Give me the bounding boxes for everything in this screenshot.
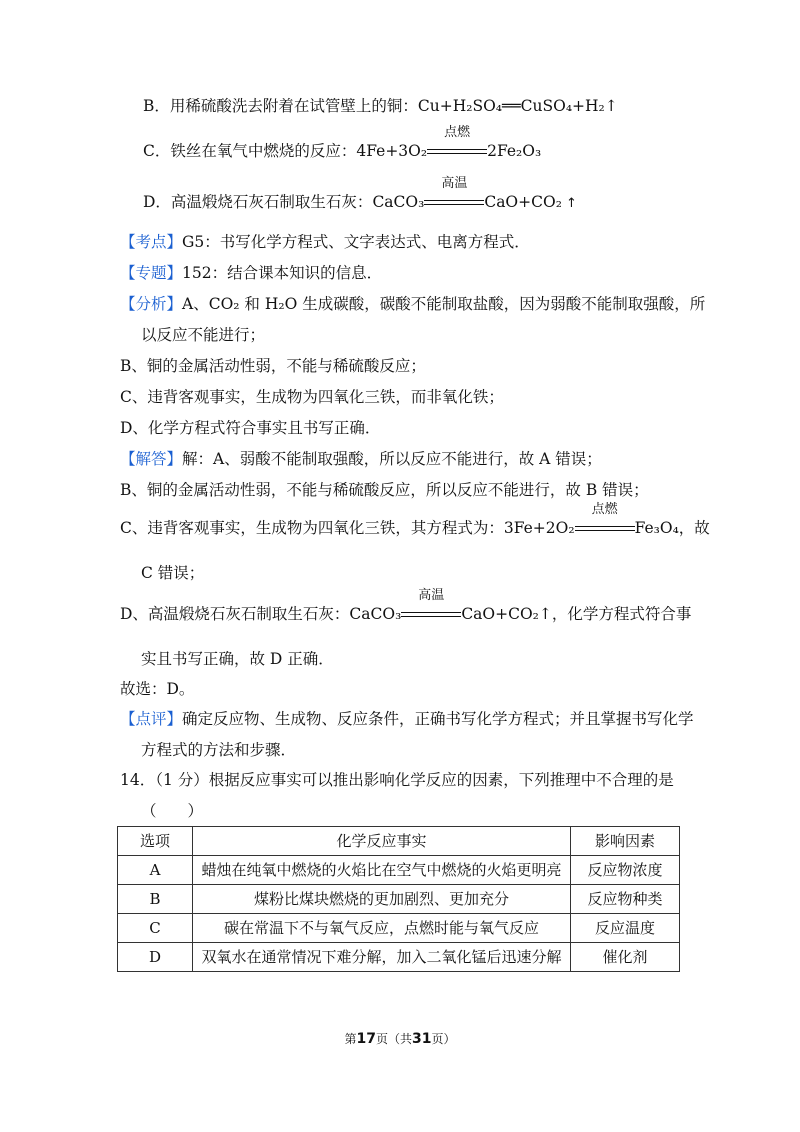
reaction-arrow [424, 176, 484, 213]
answer: 故选：D。 [120, 680, 195, 698]
jieda-d-post: CaO+CO₂↑，化学方程式符合事 [461, 605, 692, 623]
page-footer [0, 1030, 800, 1047]
fenxi-line-2: 以反应不能进行； [141, 326, 266, 344]
option-d-label: D．高温煅烧石灰石制取生石灰： [143, 193, 373, 211]
jieda-d [120, 588, 692, 625]
table-cell: 反应温度 [571, 914, 680, 943]
option-d [143, 176, 577, 215]
gas-arrow-icon: ↑ [561, 196, 577, 211]
option-c-label: C．铁丝在氧气中燃烧的反应： [143, 142, 357, 160]
fenxi-tag: 【分析】 [120, 295, 183, 313]
table-row [118, 914, 680, 943]
fenxi [120, 293, 705, 315]
reaction-condition: 点燃 [591, 502, 618, 517]
jieda-d-pre: D、高温煅烧石灰石制取生石灰：CaCO₃ [120, 605, 402, 623]
jieda-b: B、铜的金属活动性弱，不能与稀硫酸反应，所以反应不能进行，故 B 错误； [120, 481, 649, 499]
zhuanti-text: 152：结合课本知识的信息． [182, 264, 383, 282]
dianping [120, 708, 694, 730]
reaction-condition: 高温 [441, 176, 468, 191]
table-cell: D [118, 943, 193, 972]
footer-mid: 页（共 [375, 1032, 412, 1046]
question-paren: （ ） [141, 802, 204, 820]
table-cell: C [118, 914, 193, 943]
table-cell: A [118, 856, 193, 885]
table-cell: 碳在常温下不与氧气反应，点燃时能与氧气反应 [193, 914, 571, 943]
table-header-row [118, 827, 680, 856]
dianping-tag: 【点评】 [120, 710, 183, 728]
jieda-c-pre: C、违背客观事实，生成物为四氧化三铁，其方程式为：3Fe+2O₂ [120, 519, 575, 537]
jieda [120, 448, 602, 470]
table-cell: 催化剂 [571, 943, 680, 972]
jieda-c-post: Fe₃O₄，故 [634, 519, 710, 537]
table-row [118, 856, 680, 885]
reaction-condition: 高温 [418, 588, 445, 603]
page-number: 17 [356, 1031, 376, 1047]
fenxi-d: D、化学方程式符合事实且书写正确． [120, 419, 381, 437]
jieda-c [120, 502, 710, 539]
reaction-arrow [575, 502, 635, 539]
jieda-tag: 【解答】 [120, 450, 183, 468]
zhuanti-tag: 【专题】 [120, 264, 183, 282]
kaodian [120, 231, 530, 253]
zhuanti [120, 262, 382, 284]
table-cell: 反应物种类 [571, 885, 680, 914]
option-d-lhs: CaCO₃ [372, 193, 425, 211]
table-header: 化学反应事实 [193, 827, 571, 856]
table-cell: 双氧水在通常情况下难分解，加入二氧化锰后迅速分解 [193, 943, 571, 972]
table-header: 影响因素 [571, 827, 680, 856]
question-stem: 14．（1 分）根据反应事实可以推出影响化学反应的因素，下列推理中不合理的是 [120, 771, 674, 789]
table-row [118, 885, 680, 914]
fenxi-b: B、铜的金属活动性弱，不能与稀硫酸反应； [120, 357, 426, 375]
option-c-rhs: 2Fe₂O₃ [487, 142, 542, 160]
dianping-line-2: 方程式的方法和步骤． [141, 741, 297, 759]
fenxi-line-1: A、CO₂ 和 H₂O 生成碳酸，碳酸不能制取盐酸，因为弱酸不能制取强酸，所 [182, 295, 706, 313]
table-header: 选项 [118, 827, 193, 856]
fenxi-c: C、违背客观事实，生成物为四氧化三铁，而非氧化铁； [120, 388, 504, 406]
reaction-condition: 点燃 [444, 125, 471, 140]
jieda-d-2: 实且书写正确，故 D 正确． [141, 650, 334, 668]
option-b [143, 95, 618, 117]
option-b-label: B．用稀硫酸洗去附着在试管壁上的铜： [143, 97, 418, 115]
option-d-rhs: CaO+CO₂ [484, 193, 562, 211]
option-b-equation: Cu+H₂SO₄══CuSO₄+H₂↑ [417, 97, 618, 115]
table-row [118, 943, 680, 972]
page-total: 31 [412, 1031, 432, 1047]
table-cell: 煤粉比煤块燃烧的更加剧烈、更加充分 [193, 885, 571, 914]
table-cell: 反应物浓度 [571, 856, 680, 885]
table-cell: 蜡烛在纯氧中燃烧的火焰比在空气中燃烧的火焰更明亮 [193, 856, 571, 885]
option-c [143, 125, 542, 162]
jieda-c-2: C 错误； [141, 564, 205, 582]
kaodian-text: G5：书写化学方程式、文字表达式、电离方程式． [182, 233, 530, 251]
jieda-a: 解：A、弱酸不能制取强酸，所以反应不能进行，故 A 错误； [182, 450, 602, 468]
footer-pre: 第 [344, 1032, 357, 1046]
options-table [117, 826, 680, 972]
dianping-line-1: 确定反应物、生成物、反应条件，正确书写化学方程式；并且掌握书写化学 [182, 710, 694, 728]
footer-post: 页） [431, 1032, 456, 1046]
reaction-arrow [401, 588, 461, 625]
option-c-lhs: 4Fe+3O₂ [356, 142, 428, 160]
reaction-arrow [427, 125, 487, 162]
table-cell: B [118, 885, 193, 914]
kaodian-tag: 【考点】 [120, 233, 183, 251]
